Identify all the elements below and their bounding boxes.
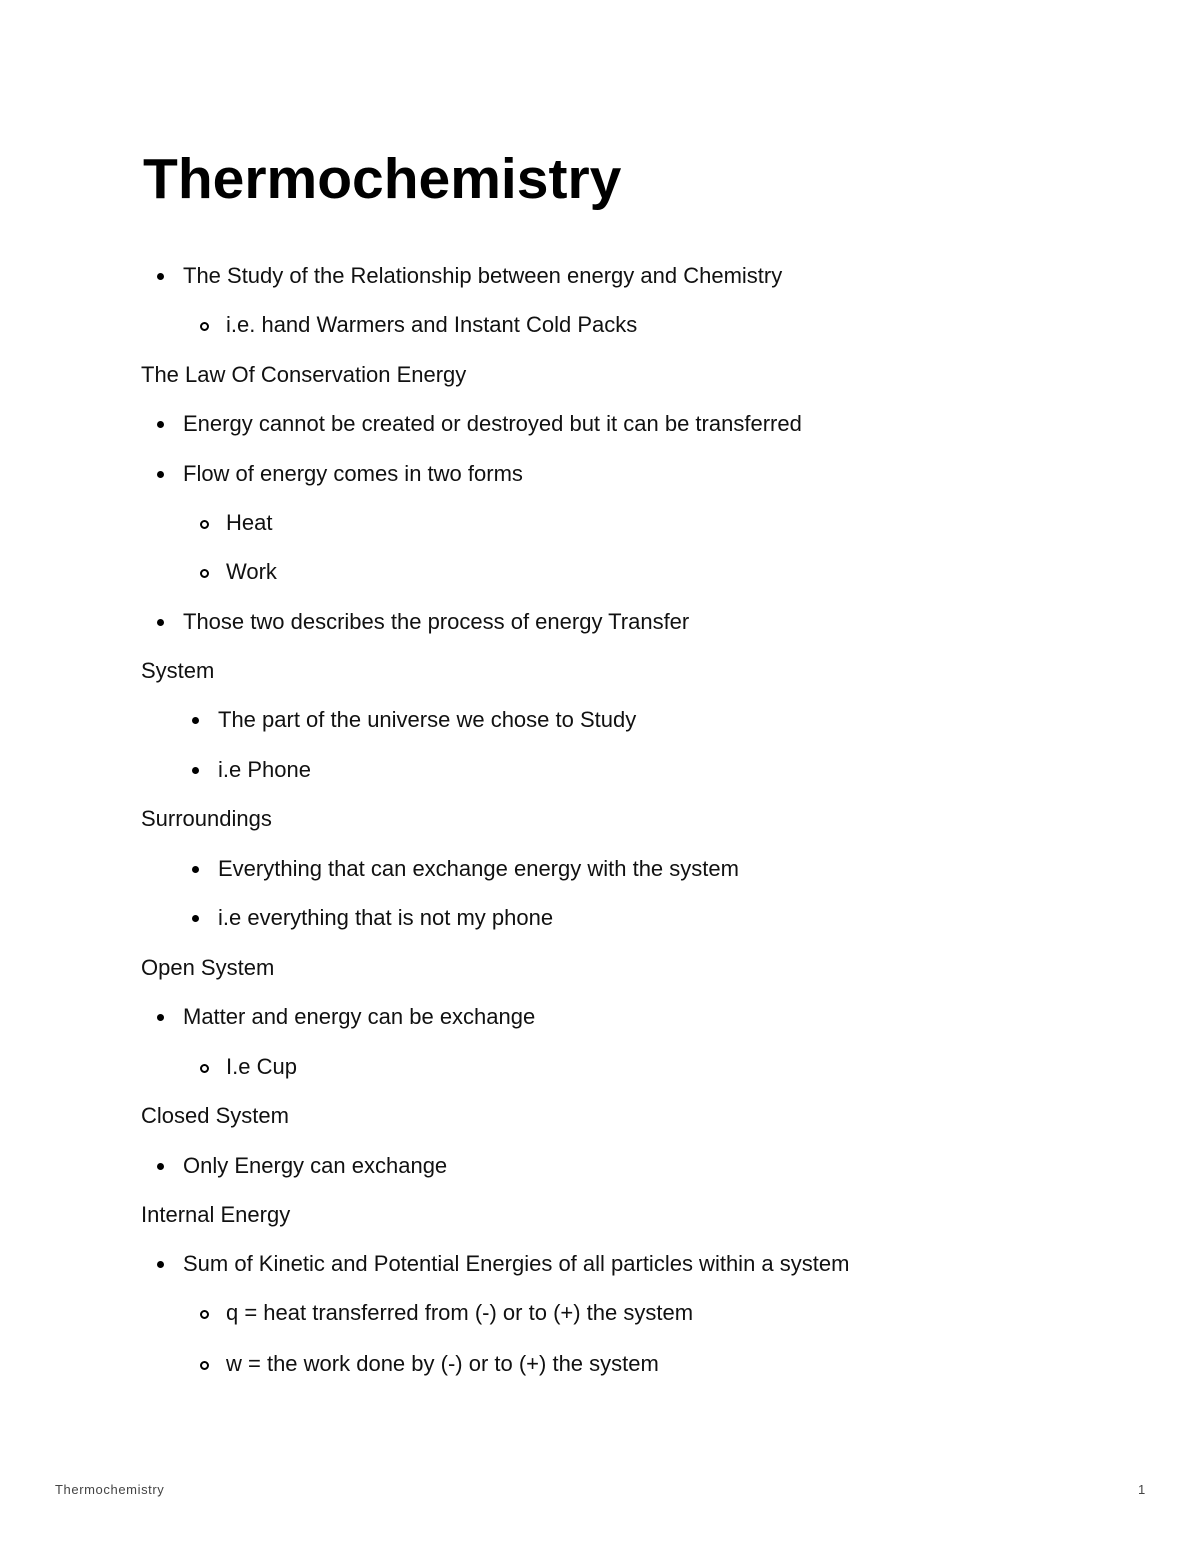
bullet-icon [192, 915, 199, 922]
hollow-bullet-icon [200, 520, 209, 529]
section-heading: Internal Energy [141, 1202, 291, 1227]
footer-doc-name: Thermochemistry [55, 1482, 165, 1497]
list-item: Heat [226, 510, 273, 535]
list-item: Energy cannot be created or destroyed but it can be transferred [183, 411, 802, 436]
section-heading: System [141, 658, 215, 683]
list-item: Sum of Kinetic and Potential Energies of all particles within a system [183, 1251, 850, 1276]
bullet-icon [157, 421, 164, 428]
hollow-bullet-icon [200, 1310, 209, 1319]
list-item: The part of the universe we chose to Study [218, 707, 637, 732]
list-item: I.e Cup [226, 1054, 297, 1079]
bullet-icon [157, 1014, 164, 1021]
page-title: Thermochemistry [143, 147, 622, 211]
section-heading: Surroundings [141, 806, 272, 831]
list-item: i.e Phone [218, 757, 311, 782]
list-item: i.e everything that is not my phone [218, 905, 554, 930]
list-item: q = heat transferred from (-) or to (+) the system [226, 1300, 694, 1325]
section-heading: The Law Of Conservation Energy [141, 362, 467, 387]
bullet-icon [157, 471, 164, 478]
bullet-icon [192, 767, 199, 774]
list-item: i.e. hand Warmers and Instant Cold Packs [226, 312, 638, 337]
list-item: The Study of the Relationship between energy and Chemistry [183, 263, 783, 288]
list-item: Matter and energy can be exchange [183, 1004, 536, 1029]
hollow-bullet-icon [200, 1064, 209, 1073]
list-item: Everything that can exchange energy with the system [218, 856, 739, 881]
hollow-bullet-icon [200, 569, 209, 578]
section-heading: Open System [141, 955, 275, 980]
bullet-icon [157, 1261, 164, 1268]
list-item: Flow of energy comes in two forms [183, 461, 523, 486]
hollow-bullet-icon [200, 322, 209, 331]
list-item: Work [226, 559, 277, 584]
footer-page-number: 1 [1138, 1482, 1146, 1497]
bullet-icon [157, 1163, 164, 1170]
bullet-icon [192, 717, 199, 724]
section-heading: Closed System [141, 1103, 289, 1128]
list-item: Those two describes the process of energy Transfer [183, 609, 690, 634]
bullet-icon [157, 619, 164, 626]
hollow-bullet-icon [200, 1361, 209, 1370]
list-item: Only Energy can exchange [183, 1153, 448, 1178]
bullet-icon [157, 273, 164, 280]
bullet-icon [192, 866, 199, 873]
list-item: w = the work done by (-) or to (+) the system [226, 1351, 659, 1376]
